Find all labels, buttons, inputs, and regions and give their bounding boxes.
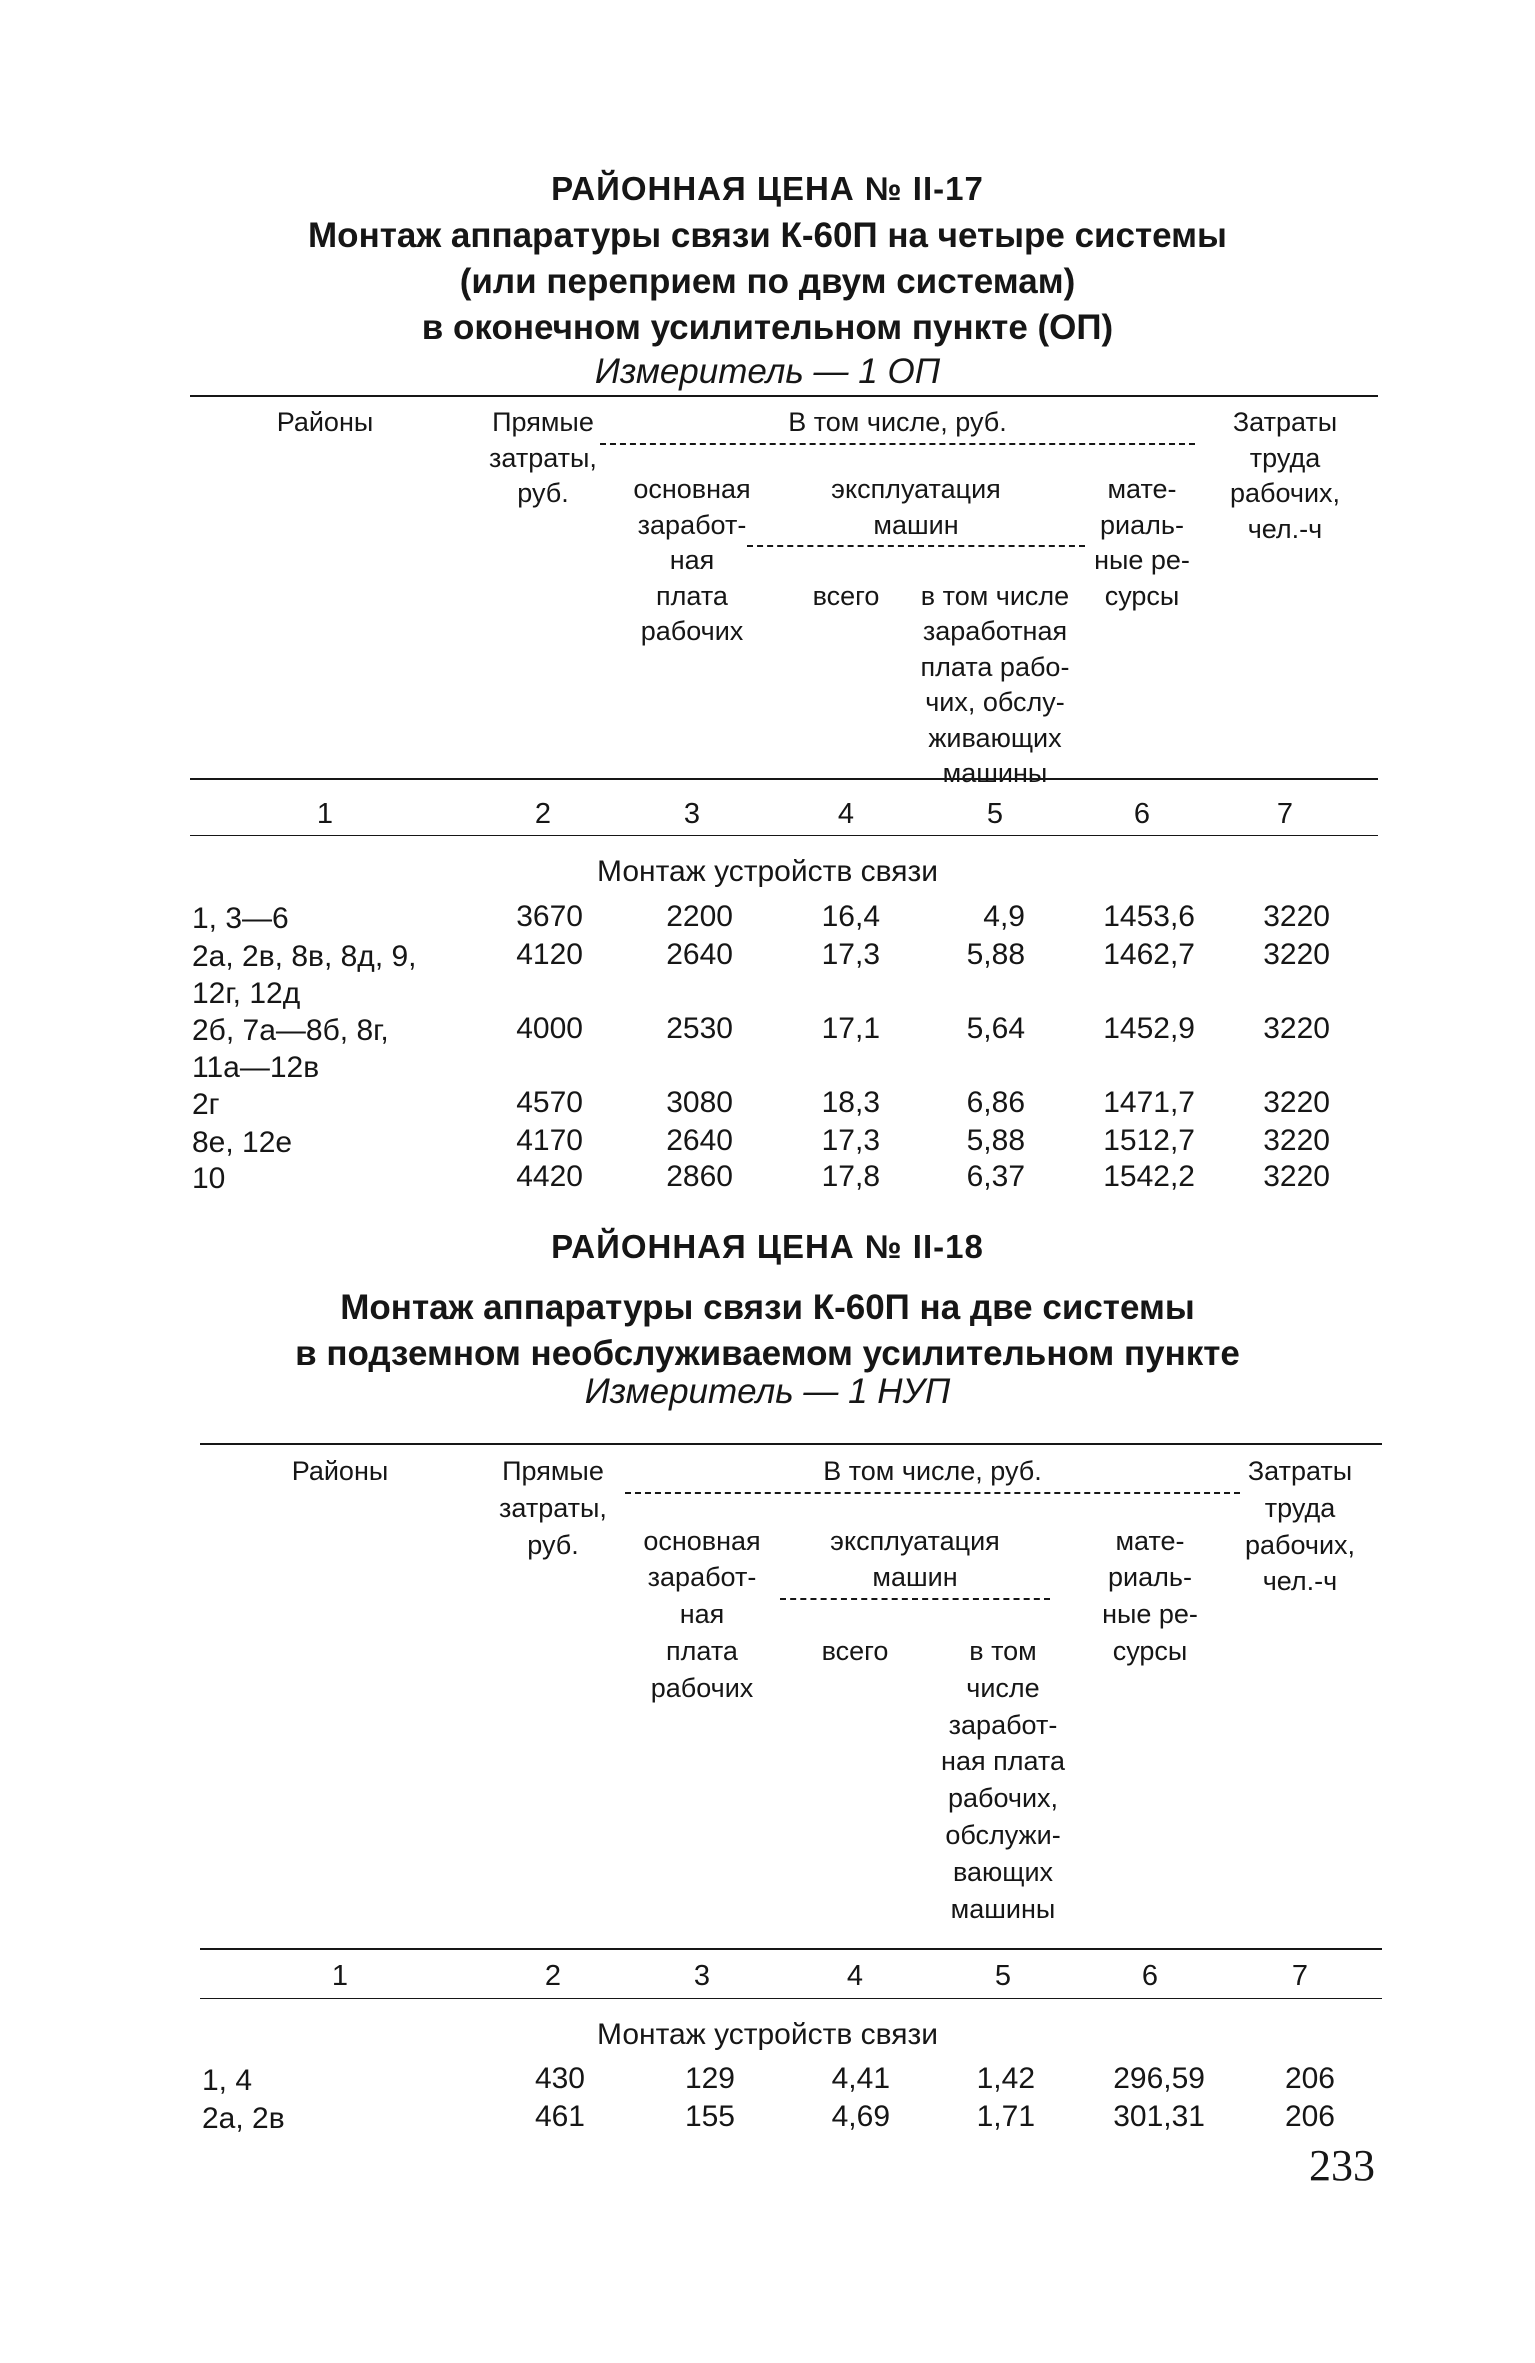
- column-number: 5: [986, 798, 1004, 830]
- section-heading: [0, 1285, 1535, 1377]
- header-machine-operation: машин: [873, 509, 959, 540]
- row-value: 2200: [666, 900, 733, 933]
- header-direct-costs: затраты,: [489, 442, 597, 473]
- row-value: 4170: [516, 1124, 583, 1157]
- heading-line: в подземном необслуживаемом усилительном пункте: [295, 1334, 1240, 1373]
- unit-of-measure: Измеритель — 1 ОП: [594, 352, 941, 391]
- header-labor-costs: чел.-ч: [1247, 513, 1323, 544]
- page-number: 233: [1309, 2141, 1375, 2190]
- header-base-wages: заработ-: [637, 509, 747, 540]
- row-value: 2640: [666, 938, 733, 971]
- column-numbers-rule: [190, 835, 1378, 836]
- header-machine-operation: эксплуатация: [830, 1525, 1000, 1556]
- header-machine-wages: машины: [950, 1893, 1056, 1924]
- row-value: 430: [534, 2062, 585, 2095]
- header-base-wages: ная: [679, 1599, 725, 1630]
- header-labor-costs: рабочих,: [1229, 478, 1341, 508]
- section-subheading: Монтаж устройств связи: [597, 2018, 938, 2051]
- header-machine-wages: машины: [942, 758, 1048, 788]
- column-number: 2: [544, 1960, 562, 1992]
- row-region: 11а—12в: [192, 1051, 320, 1084]
- row-region: 8е, 12е: [192, 1126, 293, 1159]
- row-value: 3220: [1263, 1124, 1330, 1157]
- header-base-wages: плата: [666, 1636, 738, 1666]
- header-labor-costs: труда: [1264, 1492, 1336, 1523]
- row-value: 1,42: [976, 2062, 1035, 2095]
- header-direct-costs: руб.: [527, 1529, 579, 1560]
- header-base-wages: основная: [633, 474, 751, 504]
- header-materials: ные ре-: [1102, 1599, 1198, 1630]
- header-base-wages: основная: [643, 1525, 761, 1556]
- header-including-group: В том числе, руб.: [823, 1456, 1042, 1486]
- header-regions: Районы: [291, 1456, 389, 1486]
- column-number: 1: [316, 798, 334, 830]
- header-labor-costs: чел.-ч: [1262, 1566, 1338, 1597]
- row-value: 4,69: [831, 2100, 890, 2133]
- row-value: 17,3: [821, 938, 880, 971]
- header-base-wages: рабочих: [640, 616, 744, 646]
- header-bottom-rule: [190, 778, 1378, 780]
- header-machine-wages: заработная: [922, 616, 1068, 646]
- header-labor-costs: рабочих,: [1244, 1529, 1356, 1560]
- row-value: 1542,2: [1103, 1160, 1195, 1193]
- row-value: 17,1: [821, 1012, 880, 1045]
- table-top-rule: [190, 395, 1378, 397]
- header-materials: ные ре-: [1094, 545, 1190, 575]
- row-value: 6,37: [966, 1160, 1025, 1193]
- row-value: 129: [684, 2062, 735, 2095]
- row-value: 1452,9: [1103, 1012, 1195, 1045]
- header-base-wages: плата: [656, 580, 728, 611]
- row-value: 296,59: [1113, 2062, 1205, 2095]
- header-machine-operation: эксплуатация: [831, 474, 1001, 504]
- column-number: 4: [846, 1960, 864, 1992]
- row-value: 3220: [1263, 900, 1330, 933]
- row-value: 5,64: [966, 1012, 1025, 1045]
- header-machine-operation: машин: [872, 1562, 958, 1593]
- row-value: 206: [1284, 2062, 1335, 2095]
- header-machines-rule: [780, 1598, 1050, 1600]
- price-title: РАЙОННАЯ ЦЕНА № II-17: [551, 170, 984, 207]
- row-value: 155: [684, 2100, 735, 2133]
- header-materials: сурсы: [1112, 1636, 1188, 1666]
- header-machine-wages: заработ-: [948, 1709, 1058, 1740]
- header-machine-wages: в том: [969, 1636, 1037, 1666]
- row-value: 18,3: [821, 1086, 880, 1119]
- header-bottom-rule: [200, 1948, 1382, 1950]
- section-subheading: Монтаж устройств связи: [597, 855, 938, 888]
- header-machine-wages: плата рабо-: [920, 651, 1070, 682]
- header-direct-costs: Прямые: [492, 407, 594, 437]
- row-value: 5,88: [966, 1124, 1025, 1157]
- row-value: 3220: [1263, 1160, 1330, 1193]
- column-number: 4: [837, 798, 855, 830]
- header-machine-wages: числе: [966, 1672, 1040, 1703]
- header-direct-costs: руб.: [517, 478, 569, 508]
- row-value: 301,31: [1113, 2100, 1205, 2133]
- header-direct-costs: затраты,: [499, 1492, 607, 1523]
- unit-of-measure: Измеритель — 1 НУП: [584, 1372, 951, 1411]
- row-value: 4000: [516, 1012, 583, 1045]
- row-value: 4570: [516, 1086, 583, 1119]
- row-value: 5,88: [966, 938, 1025, 971]
- header-materials: сурсы: [1104, 580, 1180, 611]
- row-region: 12г, 12д: [192, 977, 301, 1010]
- row-value: 6,86: [966, 1086, 1025, 1119]
- header-machine-wages: рабочих,: [947, 1783, 1059, 1814]
- row-value: 17,3: [821, 1124, 880, 1157]
- column-number: 6: [1133, 798, 1151, 830]
- row-value: 4420: [516, 1160, 583, 1193]
- row-value: 461: [534, 2100, 585, 2133]
- header-total: всего: [821, 1636, 889, 1666]
- header-base-wages: ная: [669, 545, 715, 575]
- header-direct-costs: Прямые: [502, 1456, 604, 1486]
- column-number: 3: [683, 798, 701, 830]
- row-region: 2б, 7а—8б, 8г,: [192, 1014, 389, 1047]
- header-labor-costs: труда: [1249, 442, 1321, 473]
- heading-line: Монтаж аппаратуры связи К-60П на четыре системы: [308, 216, 1227, 255]
- column-number: 1: [331, 1960, 349, 1992]
- row-value: 16,4: [821, 900, 880, 933]
- header-machine-wages: в том числе: [920, 580, 1070, 611]
- header-machine-wages: ная плата: [941, 1746, 1065, 1777]
- row-value: 206: [1284, 2100, 1335, 2133]
- row-region: 2а, 2в: [202, 2102, 285, 2135]
- row-region: 1, 4: [202, 2064, 253, 2097]
- row-value: 1462,7: [1103, 938, 1195, 971]
- row-region: 10: [192, 1162, 226, 1195]
- row-value: 1512,7: [1103, 1124, 1195, 1157]
- row-value: 3220: [1263, 1012, 1330, 1045]
- header-labor-costs: Затраты: [1232, 407, 1338, 437]
- column-numbers-rule: [200, 1998, 1382, 1999]
- row-value: 2530: [666, 1012, 733, 1045]
- header-materials: мате-: [1115, 1525, 1185, 1556]
- row-value: 2860: [666, 1160, 733, 1193]
- column-number: 5: [994, 1960, 1012, 1992]
- row-value: 17,8: [821, 1160, 880, 1193]
- row-value: 4120: [516, 938, 583, 971]
- column-number: 7: [1291, 1960, 1309, 1992]
- table-top-rule: [200, 1443, 1382, 1445]
- row-region: 2г: [192, 1088, 220, 1121]
- header-labor-costs: Затраты: [1247, 1456, 1353, 1486]
- header-machine-wages: живающих: [928, 722, 1062, 753]
- header-regions: Районы: [276, 407, 374, 437]
- row-value: 1471,7: [1103, 1086, 1195, 1119]
- heading-line: Монтаж аппаратуры связи К-60П на две системы: [340, 1288, 1195, 1327]
- column-number: 7: [1276, 798, 1294, 830]
- heading-line: (или переприем по двум системам): [459, 262, 1076, 301]
- header-including-group: В том числе, руб.: [788, 407, 1007, 437]
- header-materials: риаль-: [1100, 509, 1184, 540]
- column-number: 3: [693, 1960, 711, 1992]
- header-materials: риаль-: [1108, 1562, 1192, 1593]
- section-heading: [0, 213, 1535, 351]
- header-machine-wages: вающих: [952, 1856, 1054, 1887]
- row-value: 1453,6: [1103, 900, 1195, 933]
- header-machine-wages: чих, обслу-: [925, 687, 1065, 717]
- header-machines-rule: [747, 545, 1085, 547]
- row-value: 3080: [666, 1086, 733, 1119]
- row-region: 1, 3—6: [192, 902, 289, 935]
- row-value: 3220: [1263, 938, 1330, 971]
- row-value: 1,71: [976, 2100, 1035, 2133]
- row-value: 3220: [1263, 1086, 1330, 1119]
- header-base-wages: заработ-: [647, 1562, 757, 1593]
- heading-line: в оконечном усилительном пункте (ОП): [421, 308, 1114, 347]
- row-value: 3670: [516, 900, 583, 933]
- header-total: всего: [812, 580, 880, 611]
- header-machine-wages: обслужи-: [945, 1820, 1061, 1850]
- header-group-rule: [625, 1492, 1240, 1494]
- header-base-wages: рабочих: [650, 1672, 754, 1703]
- price-title: РАЙОННАЯ ЦЕНА № II-18: [551, 1228, 984, 1265]
- column-number: 6: [1141, 1960, 1159, 1992]
- row-value: 2640: [666, 1124, 733, 1157]
- row-value: 4,9: [983, 900, 1025, 933]
- row-region: 2а, 2в, 8в, 8д, 9,: [192, 940, 417, 973]
- header-materials: мате-: [1107, 474, 1177, 504]
- row-value: 4,41: [831, 2062, 890, 2095]
- header-group-rule: [600, 443, 1195, 445]
- column-number: 2: [534, 798, 552, 830]
